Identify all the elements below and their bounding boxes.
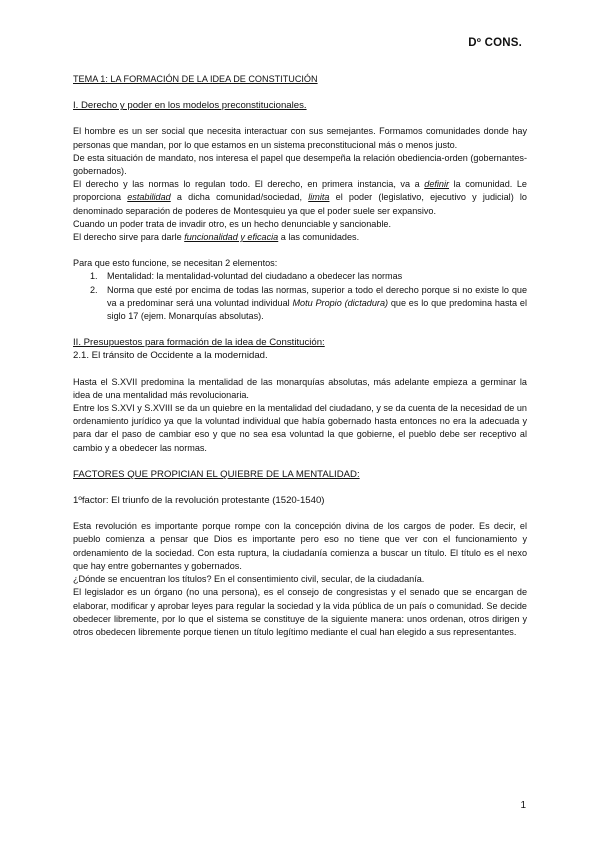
list-text: Norma que esté por encima de todas las normas, superior a todo el derecho porque si no existe lo que va a predominar será una voluntad individual — [107, 284, 527, 308]
section2-subheading: 2.1. El tránsito de Occidente a la modernidad. — [73, 350, 268, 362]
section2-heading: II. Presupuestos para formación de la idea de Constitución: — [73, 337, 325, 349]
emphasis-motu-propio: Motu Propio (dictadura) — [292, 297, 389, 308]
factors-paragraph-2: ¿Dónde se encuentran los títulos? En el consentimiento civil, secular, de la ciudadanía. — [73, 574, 425, 585]
list-text: que es lo que predomina hasta el siglo 17 (ejem. Monarquías absolutas). — [107, 297, 527, 322]
header-label: Dº CONS. — [468, 37, 522, 49]
section2-paragraph-2: Entre los S.XVI y S.XVIII se da un quiebre en la mentalidad del ciudadano, y se da cuenta de la necesidad de un ordenamiento jurídico ya que la voluntad individual que había gobernado hasta entonces no era la adecuada y para dar el paso de cambiar eso y que no sea esa voluntad la que gobierne, el pueblo debe ser receptivo al cambio y a obedecer las normas. — [73, 403, 527, 453]
section1-paragraph-6: Para que esto funcione, se necesitan 2 elementos: — [73, 258, 278, 269]
emphasis-funcionalidad: funcionalidad y eficacia — [184, 232, 279, 243]
list-item — [73, 284, 527, 324]
text-run: El derecho y las normas lo regulan todo. El derecho, en primera instancia, va a — [73, 179, 425, 190]
list-number: 1. — [90, 271, 98, 282]
text-run: a dicha comunidad/sociedad, — [170, 192, 309, 203]
text-run: a las comunidades. — [278, 232, 360, 243]
text-run: el poder (legislativo, ejecutivo y judicial) lo denominado separación de poderes de Montesquieu ya que el poder suele ser expansivo. — [73, 192, 527, 216]
list-text: Mentalidad: la mentalidad-voluntad del ciudadano a obedecer las normas — [107, 271, 403, 282]
factors-paragraph-1: Esta revolución es importante porque rompe con la concepción divina de los cargos de poder. Es decir, el pueblo comienza a pensar que Dios es importante pero eso no tiene que ver con el funcionamiento y ordenamiento de la sociedad. Con esta ruptura, la ciudadanía comienza a buscar un título. El título es el nexo que hay entre gobernantes y gobernados. — [73, 521, 527, 571]
elements-list — [73, 270, 527, 323]
section1-paragraph-3 — [73, 178, 527, 218]
factors-paragraph-3: El legislador es un órgano (no una persona), es el consejo de congresistas y el senado que se encargan de elaborar, modificar y aprobar leyes para regular la sociedad y la vida pública de un país o comunidad. Se decide obedecer libremente, por lo que el sistema se constituye de la siguiente manera: unos ordenan, otros dirigen y otros obedecen libremente porque tienen un título legítimo mediante el cual han elegido a sus representantes. — [73, 587, 527, 637]
page-number: 1 — [520, 800, 526, 811]
document-body — [73, 73, 527, 639]
section1-paragraph-2: De esta situación de mandato, nos interesa el papel que desempeña la relación obediencia-orden (gobernantes-gobernados). — [73, 152, 527, 177]
list-item — [73, 270, 527, 283]
emphasis-estabilidad: estabilidad — [127, 192, 171, 203]
section1-paragraph-4: Cuando un poder trata de invadir otro, es un hecho denunciable y sancionable. — [73, 218, 391, 229]
document-title: TEMA 1: LA FORMACIÓN DE LA IDEA DE CONSTITUCIÓN — [73, 74, 318, 84]
section1-paragraph-5 — [73, 231, 527, 244]
section1-paragraph-1: El hombre es un ser social que necesita interactuar con sus semejantes. Formamos comunidades donde hay personas que mandan, por lo que estamos en un sistema preconstitucional más o menos justo. — [73, 126, 527, 150]
factors-heading: FACTORES QUE PROPICIAN EL QUIEBRE DE LA MENTALIDAD: — [73, 468, 360, 480]
factor1-heading: 1ºfactor: El triunfo de la revolución protestante (1520-1540) — [73, 495, 325, 507]
list-number: 2. — [90, 284, 98, 295]
emphasis-limita: limita — [308, 192, 330, 203]
text-run: El derecho sirve para darle — [73, 232, 185, 243]
section1-heading: I. Derecho y poder en los modelos preconstitucionales. — [73, 100, 307, 112]
text-run: la comunidad. Le proporciona — [73, 179, 527, 203]
emphasis-definir: definir — [424, 179, 450, 190]
section2-paragraph-1: Hasta el S.XVII predomina la mentalidad de las monarquías absolutas, más adelante empieza a germinar la idea de una mentalidad más revolucionaria. — [73, 376, 527, 400]
